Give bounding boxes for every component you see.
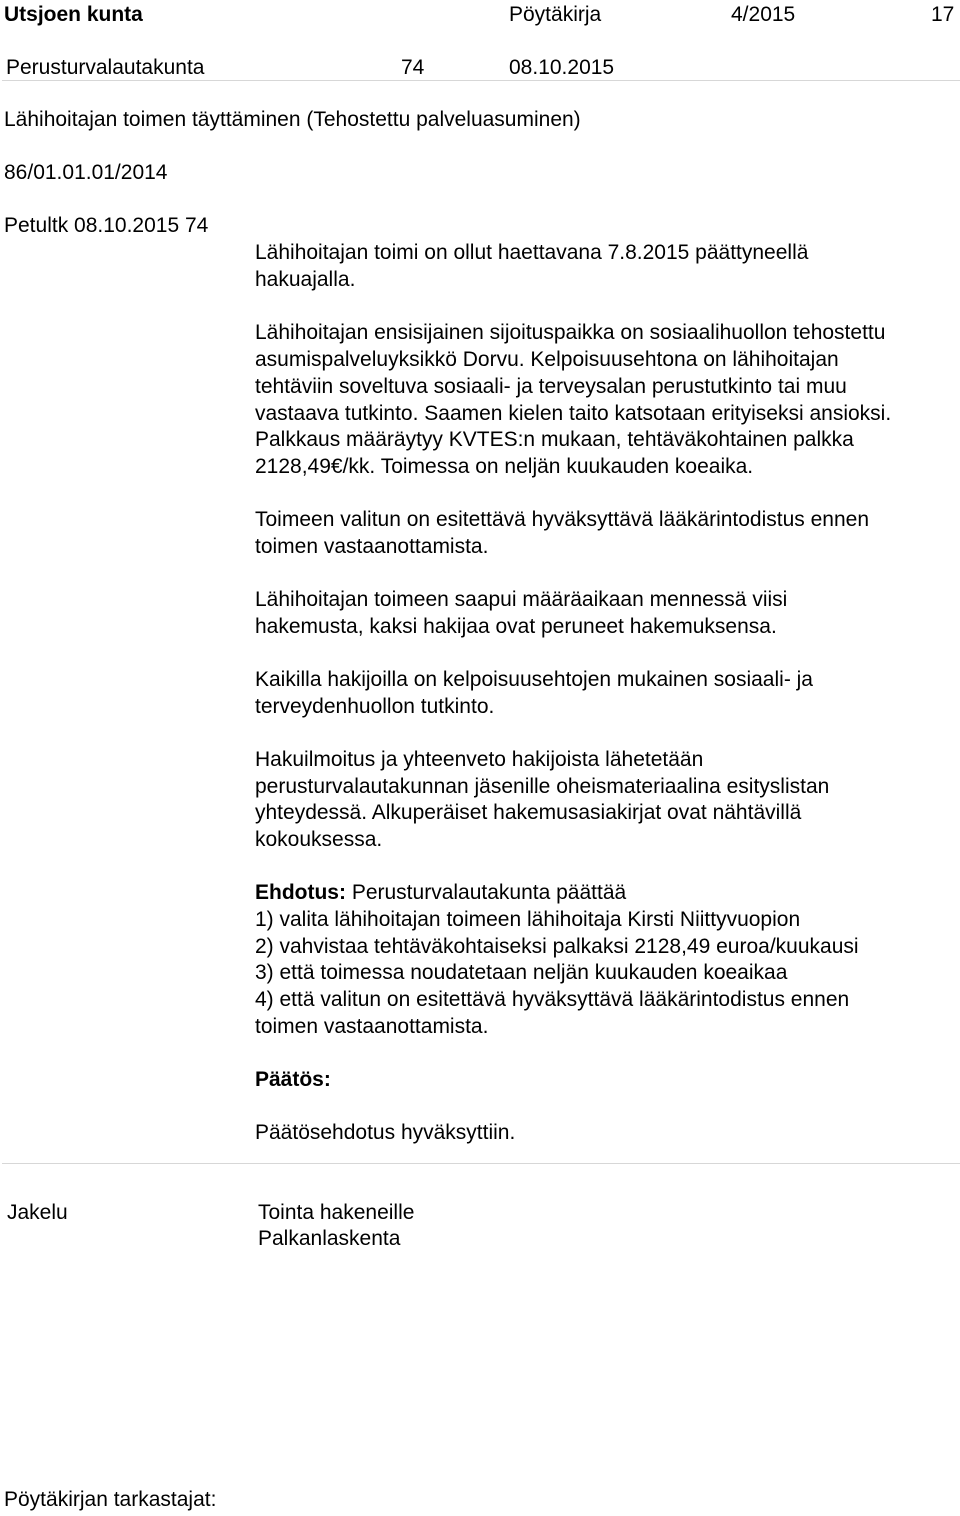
paragraph-6-line-3: yhteydessä. Alkuperäiset hakemusasiakirjat ovat nähtävillä <box>255 801 802 824</box>
decision-label: Päätös: <box>255 1068 331 1091</box>
distribution-recipient: Tointa hakeneille <box>258 1201 415 1224</box>
document-type: Pöytäkirja <box>509 3 602 26</box>
proposal-item: 1) valita lähihoitajan toimeen lähihoitaja Kirsti Niittyvuopion <box>255 908 801 931</box>
item-title: Lähihoitajan toimen täyttäminen (Tehostettu palveluasuminen) <box>4 108 581 131</box>
paragraph-1-line-1: Lähihoitajan toimi on ollut haettavana 7.8.2015 päättyneellä <box>255 241 809 264</box>
organization-name: Utsjoen kunta <box>4 3 143 26</box>
paragraph-1-line-2: hakuajalla. <box>255 268 356 291</box>
diary-number: 86/01.01.01/2014 <box>4 161 168 184</box>
paragraph-2-line-3: tehtäviin soveltuva sosiaali- ja terveysalan perustutkinto tai muu <box>255 375 847 398</box>
proposal-intro: Perusturvalautakunta päättää <box>351 881 627 904</box>
proposal-item: 3) että toimessa noudatetaan neljän kuukauden koeaikaa <box>255 961 788 984</box>
paragraph-2-line-4: vastaava tutkinto. Saamen kielen taito katsotaan erityiseksi ansioksi. <box>255 402 892 425</box>
paragraph-4-line-1: Lähihoitajan toimeen saapui määräaikaan mennessä viisi <box>255 588 788 611</box>
paragraph-2-line-5: Palkkaus määräytyy KVTES:n mukaan, tehtäväkohtainen palkka <box>255 428 854 451</box>
paragraph-6-line-1: Hakuilmoitus ja yhteenveto hakijoista lähetetään <box>255 748 704 771</box>
board-name: Perusturvalautakunta <box>6 56 205 79</box>
proposal-item: toimen vastaanottamista. <box>255 1015 489 1038</box>
proposal-heading <box>255 879 626 906</box>
header-divider <box>2 80 960 81</box>
paragraph-6-line-2: perusturvalautakunnan jäsenille oheismateriaalina esityslistan <box>255 775 830 798</box>
meeting-reference-date: Petultk 08.10.2015 <box>4 214 180 237</box>
paragraph-2-line-2: asumispalveluyksikkö Dorvu. Kelpoisuusehtona on lähihoitajan <box>255 348 839 371</box>
paragraph-3-line-1: Toimeen valitun on esitettävä hyväksyttävä lääkärintodistus ennen <box>255 508 870 531</box>
paragraph-2-line-6: 2128,49€/kk. Toimessa on neljän kuukauden koeaika. <box>255 455 754 478</box>
paragraph-3-line-2: toimen vastaanottamista. <box>255 535 489 558</box>
meeting-date: 08.10.2015 <box>509 56 615 79</box>
paragraph-5-line-2: terveydenhuollon tutkinto. <box>255 695 495 718</box>
paragraph-5-line-1: Kaikilla hakijoilla on kelpoisuusehtojen mukainen sosiaali- ja <box>255 668 813 691</box>
proposal-label: Ehdotus: <box>255 881 346 904</box>
meeting-reference <box>4 212 208 239</box>
reviewers-label: Pöytäkirjan tarkastajat: <box>4 1488 217 1511</box>
decision-text: Päätösehdotus hyväksyttiin. <box>255 1121 516 1144</box>
paragraph-6-line-4: kokouksessa. <box>255 828 383 851</box>
section-number: 74 <box>401 56 425 79</box>
paragraph-4-line-2: hakemusta, kaksi hakijaa ovat peruneet hakemuksensa. <box>255 615 777 638</box>
document-number: 4/2015 <box>731 3 796 26</box>
page-number: 17 <box>931 3 955 26</box>
distribution-recipient: Palkanlaskenta <box>258 1227 401 1250</box>
distribution-divider <box>2 1163 960 1164</box>
meeting-reference-section: 74 <box>184 214 209 237</box>
proposal-item: 2) vahvistaa tehtäväkohtaiseksi palkaksi 2128,49 euroa/kuukausi <box>255 935 859 958</box>
paragraph-2-line-1: Lähihoitajan ensisijainen sijoituspaikka on sosiaalihuollon tehostettu <box>255 321 886 344</box>
distribution-label: Jakelu <box>7 1201 68 1224</box>
proposal-item: 4) että valitun on esitettävä hyväksyttävä lääkärintodistus ennen <box>255 988 850 1011</box>
